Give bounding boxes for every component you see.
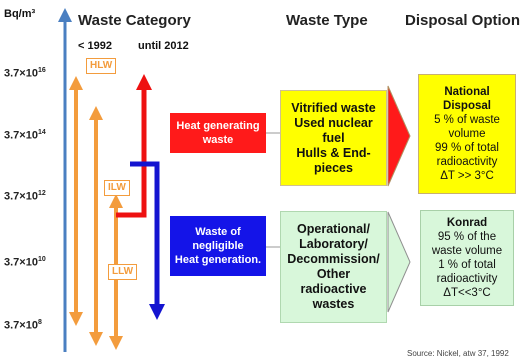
y-tick-12: $3.7\times 10^{12}$ bbox=[4, 190, 46, 203]
hlw-label: HLW bbox=[86, 58, 116, 74]
llw-label: LLW bbox=[108, 264, 137, 280]
negligible-type-line-1: Operational/ bbox=[297, 222, 370, 236]
konrad-line-1: 95 % of the bbox=[437, 231, 497, 243]
konrad-line-3: 1 % of total bbox=[438, 259, 496, 271]
y-axis bbox=[58, 8, 72, 352]
until-2012-label: until 2012 bbox=[138, 40, 189, 52]
negligible-type-line-6: wastes bbox=[312, 297, 355, 311]
konrad-line-5: ΔT<<3°C bbox=[443, 287, 491, 299]
national-title-2: Disposal bbox=[443, 100, 491, 112]
negligible-line-3: Heat generation. bbox=[174, 254, 262, 266]
heat-type-line-3: fuel bbox=[322, 130, 345, 145]
heat-type-line-2: Used nuclear bbox=[294, 115, 373, 130]
y-tick-8: $3.7\times 10^8$ bbox=[4, 319, 42, 332]
negligible-type-line-5: radioactive bbox=[300, 282, 367, 296]
hlw-range-arrow bbox=[69, 76, 83, 326]
national-line-1: 5 % of waste bbox=[434, 114, 500, 126]
heat-waste-type-box bbox=[280, 90, 387, 186]
negligible-waste-type-box bbox=[280, 211, 387, 323]
green-chevron bbox=[388, 212, 410, 312]
negligible-type-line-2: Laboratory/ bbox=[299, 237, 368, 251]
konrad-disposal-box bbox=[420, 210, 514, 306]
ilw-range-arrow bbox=[89, 106, 103, 346]
national-line-3: 99 % of total bbox=[435, 142, 499, 154]
national-line-4: radioactivity bbox=[436, 156, 498, 168]
disposal-option-header: Disposal Option bbox=[405, 12, 521, 29]
konrad-line-2: waste volume bbox=[431, 245, 503, 257]
waste-category-header: Waste Category bbox=[78, 12, 191, 29]
y-tick-14: $3.7\times 10^{14}$ bbox=[4, 129, 46, 142]
red-chevron bbox=[388, 86, 410, 186]
heat-line-2: waste bbox=[202, 134, 234, 146]
source-note: Source: Nickel, atw 37, 1992 bbox=[407, 349, 509, 358]
waste-type-header: Waste Type bbox=[286, 12, 368, 29]
heat-type-line-5: pieces bbox=[314, 160, 353, 175]
negligible-heat-box bbox=[170, 216, 266, 276]
y-tick-16: $3.7\times 10^{16}$ bbox=[4, 67, 46, 80]
heat-type-line-4: Hulls & End- bbox=[296, 145, 371, 160]
ilw-label: ILW bbox=[104, 180, 130, 196]
before-1992-label: < 1992 bbox=[78, 40, 112, 52]
national-disposal-box bbox=[418, 74, 516, 194]
heat-type-line-1: Vitrified waste bbox=[291, 100, 376, 115]
negligible-line-1: Waste of bbox=[195, 226, 241, 238]
national-line-2: volume bbox=[448, 128, 486, 140]
heat-generating-box bbox=[170, 113, 266, 153]
y-tick-10: $3.7\times 10^{10}$ bbox=[4, 256, 46, 269]
negligible-heat-arrow bbox=[130, 164, 165, 320]
national-line-5: ΔT >> 3°C bbox=[440, 170, 494, 182]
konrad-title: Konrad bbox=[446, 217, 488, 229]
negligible-type-line-3: Decommission/ bbox=[287, 252, 380, 266]
national-title-1: National bbox=[444, 86, 490, 98]
negligible-line-2: negligible bbox=[192, 240, 244, 252]
negligible-type-line-4: Other bbox=[316, 267, 351, 281]
heat-line-1: Heat generating bbox=[176, 120, 260, 132]
konrad-line-4: radioactivity bbox=[436, 273, 498, 285]
y-axis-unit: Bq/m³ bbox=[4, 8, 36, 20]
